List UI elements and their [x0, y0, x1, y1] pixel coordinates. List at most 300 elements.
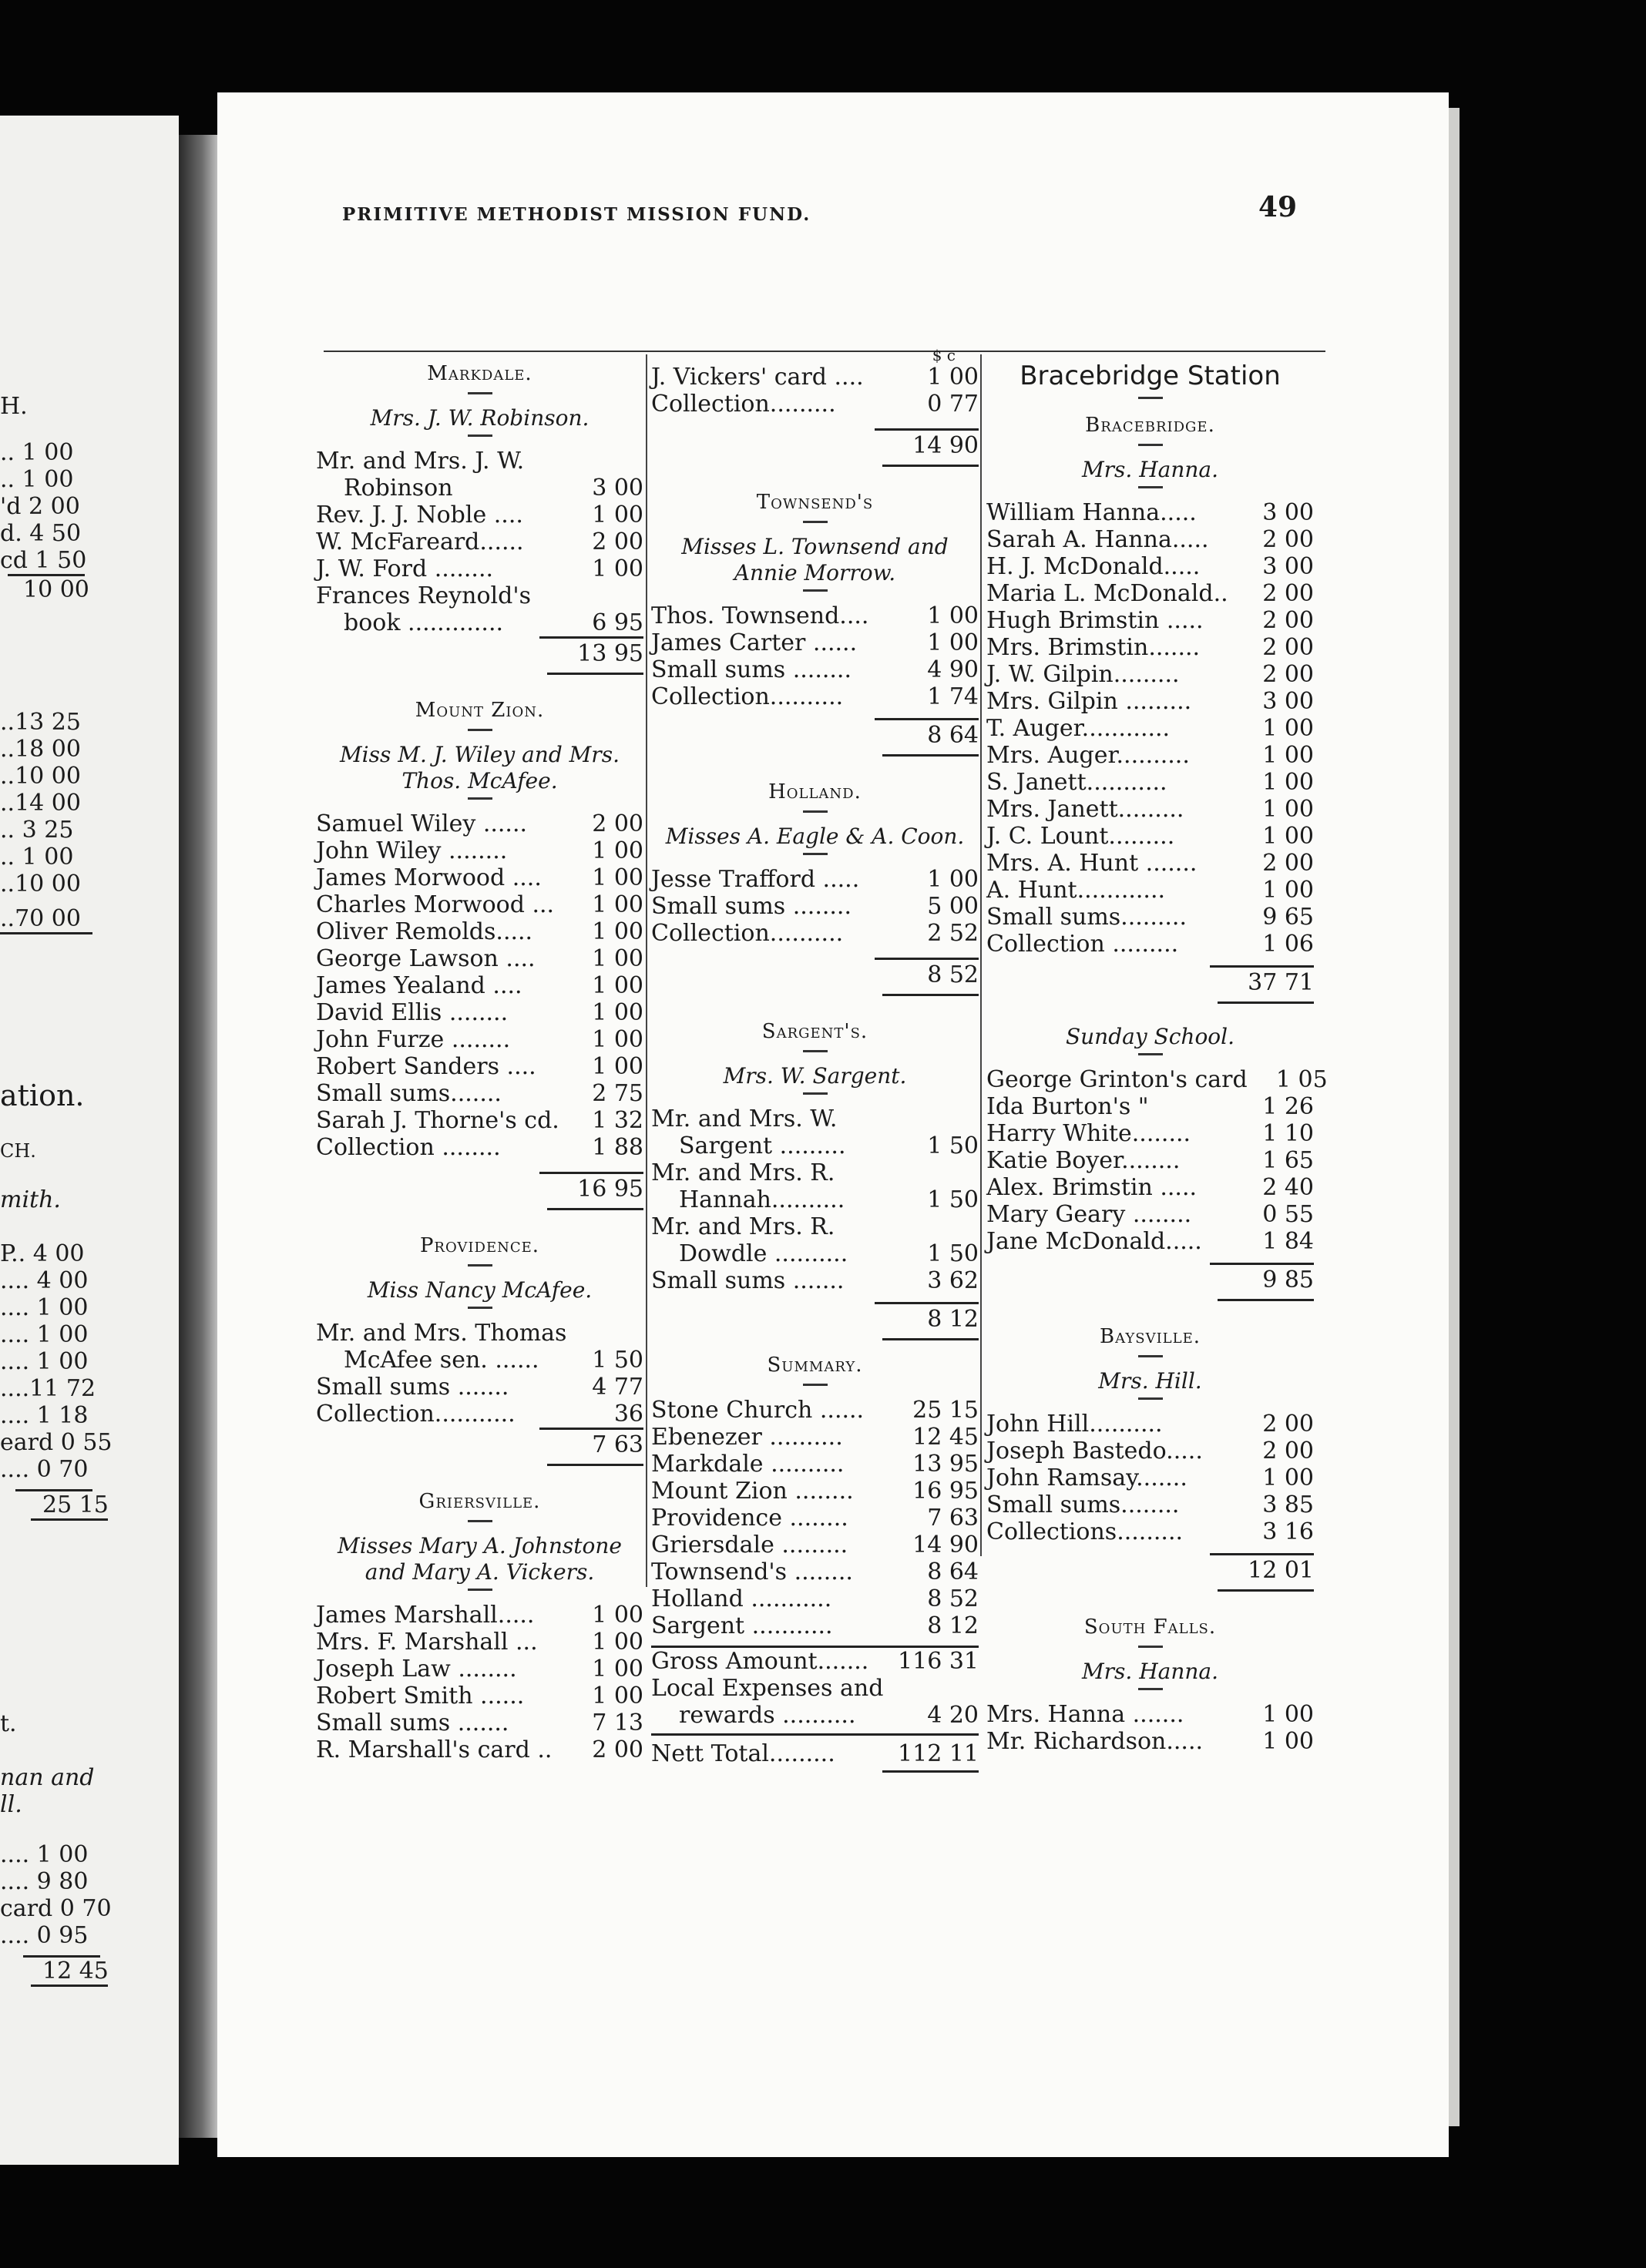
- left-value: .. 3 25: [0, 817, 74, 844]
- donor-name: David Ellis ........: [316, 999, 509, 1026]
- donor-amount: 1 65: [1262, 1147, 1314, 1174]
- total-amount: 8 64: [927, 722, 979, 749]
- list-item: [651, 1451, 979, 1478]
- page-edge: [1449, 108, 1460, 2126]
- list-item: [316, 475, 643, 502]
- list-item: [316, 837, 643, 864]
- local-label: Local Expenses and: [651, 1675, 884, 1702]
- donor-name: Harry White........: [986, 1120, 1191, 1147]
- list-item: [316, 1347, 643, 1374]
- donor-amount: 2 00: [1262, 634, 1314, 661]
- divider: [468, 1589, 492, 1591]
- list-item: [651, 1240, 979, 1267]
- donor-name: S. Janett...........: [986, 769, 1167, 796]
- list-item: [316, 999, 643, 1026]
- section-total: [875, 718, 979, 751]
- donor-name: Frances Reynold's: [316, 582, 531, 609]
- donor-name: Rev. J. J. Noble ....: [316, 502, 523, 528]
- section-title-sunday-school: Sunday School.: [1065, 1024, 1235, 1049]
- divider: [882, 1338, 979, 1345]
- divider: [803, 1384, 828, 1386]
- donor-amount: 0 55: [1262, 1201, 1314, 1228]
- list-item: [986, 1093, 1314, 1120]
- list-item: [651, 1532, 979, 1558]
- left-values-c: [0, 1240, 179, 1521]
- list-item: [986, 1728, 1314, 1755]
- donor-name: Mr. and Mrs. J. W.: [316, 448, 525, 475]
- section-title-sargents: Sargent's.: [761, 1020, 868, 1043]
- left-value: cd 1 50: [0, 547, 87, 574]
- place-amount: 16 95: [912, 1478, 979, 1505]
- left-value: 'd 2 00: [0, 493, 80, 520]
- donor-amount: 36: [613, 1401, 643, 1428]
- donor-amount: 1 00: [1262, 1728, 1314, 1755]
- donor-amount: 1 00: [592, 999, 643, 1026]
- section-title-baysville: Baysville.: [1099, 1325, 1201, 1348]
- entries-mount-zion: [316, 810, 643, 1161]
- entries-griersville: [316, 1602, 643, 1763]
- left-value: d. 4 50: [0, 520, 82, 547]
- donor-amount: 1 00: [927, 629, 979, 656]
- list-item: [986, 1066, 1328, 1093]
- donor-name: Mr. and Mrs. W.: [651, 1105, 838, 1132]
- donor-amount: 3 85: [1262, 1491, 1314, 1518]
- section-title-bracebridge: Bracebridge.: [1085, 414, 1215, 437]
- donor-name: Small sums .......: [316, 1374, 509, 1401]
- donor-amount: 1 32: [592, 1107, 643, 1134]
- donor-name: Mr. and Mrs. R.: [651, 1159, 835, 1186]
- gross-label: Gross Amount.......: [651, 1648, 869, 1675]
- left-total: 10 00: [23, 576, 89, 603]
- column-rule: [980, 354, 982, 1556]
- donor-amount: 1 00: [1262, 769, 1314, 796]
- donor-name: Oliver Remolds.....: [316, 918, 533, 945]
- donor-amount: 0 77: [927, 391, 979, 418]
- section-total: [1210, 1263, 1314, 1296]
- list-item: [316, 1320, 643, 1347]
- list-item: [316, 972, 643, 999]
- list-item: [316, 555, 643, 582]
- left-heading-fragment: H.: [0, 393, 28, 420]
- list-item: [651, 1558, 979, 1585]
- donor-name: Alex. Brimstin .....: [986, 1174, 1198, 1201]
- divider: [803, 810, 828, 813]
- list-item: [651, 629, 979, 656]
- total-amount: 16 95: [577, 1176, 643, 1203]
- donor-name: Samuel Wiley ......: [316, 810, 528, 837]
- list-item: [316, 1683, 643, 1709]
- place-amount: 13 95: [912, 1451, 979, 1478]
- donor-name: Small sums ........: [651, 656, 852, 683]
- list-item: [651, 1132, 979, 1159]
- donor-name: Robert Sanders ....: [316, 1053, 536, 1080]
- collector-mount-zion: Thos. McAfee.: [401, 768, 558, 793]
- list-item: [986, 1701, 1314, 1728]
- list-item: [651, 1585, 979, 1612]
- section-total: [1210, 1553, 1314, 1586]
- local-expenses-row: [651, 1675, 979, 1702]
- entries-providence: [316, 1320, 643, 1428]
- donor-name: George Grinton's card: [986, 1066, 1248, 1093]
- divider: [547, 1208, 643, 1215]
- column-2: [651, 347, 979, 1777]
- donor-amount: 1 00: [1262, 823, 1314, 850]
- donor-name: Robert Smith ......: [316, 1683, 525, 1709]
- donor-name: Collection..........: [651, 683, 844, 710]
- total-amount: 37 71: [1248, 969, 1314, 996]
- divider: [803, 853, 828, 855]
- place-name: Sargent ...........: [651, 1612, 833, 1639]
- left-page: [0, 116, 179, 2165]
- donor-amount: 1 05: [1275, 1066, 1328, 1093]
- place-name: Griersdale .........: [651, 1532, 848, 1558]
- divider: [547, 673, 643, 679]
- collector-griersville: Misses Mary A. Johnstone: [338, 1533, 622, 1558]
- place-name: Providence ........: [651, 1505, 848, 1532]
- donor-amount: 1 00: [1262, 1464, 1314, 1491]
- place-name: Mount Zion ........: [651, 1478, 854, 1505]
- list-item: [986, 1201, 1314, 1228]
- donor-name: James Morwood ....: [316, 864, 542, 891]
- left-value: .... 4 00: [0, 1267, 89, 1294]
- donor-amount: 1 00: [592, 891, 643, 918]
- donor-name: J. W. Ford ........: [316, 555, 494, 582]
- donor-name: Small sums.........: [986, 904, 1187, 931]
- donor-name: Small sums.......: [316, 1080, 502, 1107]
- collector-mount-zion: Miss M. J. Wiley and Mrs.: [340, 742, 620, 767]
- left-value: .... 0 95: [0, 1922, 89, 1949]
- donor-amount: 1 00: [592, 502, 643, 528]
- donor-amount: 1 26: [1262, 1093, 1314, 1120]
- donor-amount: 1 06: [1262, 931, 1314, 958]
- total-amount: 14 90: [912, 432, 979, 459]
- section-title-griersville: Griersville.: [418, 1490, 541, 1513]
- list-item: [651, 866, 979, 893]
- total-amount: 13 95: [577, 640, 643, 667]
- donor-amount: 1 00: [592, 1629, 643, 1656]
- donor-name: Ida Burton's ": [986, 1093, 1149, 1120]
- divider: [468, 729, 492, 731]
- collector-markdale: Mrs. J. W. Robinson.: [370, 405, 590, 431]
- divider: [803, 589, 828, 592]
- list-item: [986, 526, 1314, 553]
- place-amount: 8 52: [927, 1585, 979, 1612]
- donor-amount: 7 13: [592, 1709, 643, 1736]
- left-value: .... 1 00: [0, 1294, 89, 1321]
- place-amount: 8 64: [927, 1558, 979, 1585]
- place-name: Markdale ..........: [651, 1451, 845, 1478]
- place-amount: 12 45: [912, 1424, 979, 1451]
- divider: [547, 1464, 643, 1471]
- donor-amount: 3 00: [1262, 688, 1314, 715]
- divider: [882, 754, 979, 761]
- donor-amount: 2 00: [592, 1736, 643, 1763]
- section-total: [539, 1428, 643, 1461]
- donor-name: Mary Geary ........: [986, 1201, 1192, 1228]
- donor-amount: 2 00: [1262, 661, 1314, 688]
- list-item: [651, 364, 979, 391]
- section-total: [875, 428, 979, 461]
- divider: [468, 1307, 492, 1309]
- donor-amount: 1 00: [592, 1053, 643, 1080]
- donor-name: Mrs. A. Hunt .......: [986, 850, 1198, 877]
- donor-name: W. McFareard......: [316, 528, 524, 555]
- list-item: [316, 1629, 643, 1656]
- left-values-d: [0, 1841, 179, 1987]
- donor-amount: 1 50: [927, 1132, 979, 1159]
- list-item: [316, 810, 643, 837]
- donor-amount: [899, 1213, 979, 1240]
- left-value: .. 1 00: [0, 439, 74, 466]
- donor-amount: 1 00: [592, 864, 643, 891]
- list-item: [986, 499, 1314, 526]
- donor-amount: 1 00: [592, 1026, 643, 1053]
- donor-name: book .............: [344, 609, 504, 636]
- donor-name: Small sums .......: [651, 1267, 845, 1294]
- list-item: [986, 1438, 1314, 1464]
- list-item: [651, 683, 979, 710]
- list-item: [316, 1374, 643, 1401]
- donor-amount: 1 00: [1262, 796, 1314, 823]
- section-title-townsends: Townsend's: [756, 491, 874, 514]
- section-title-holland: Holland.: [768, 780, 862, 804]
- left-value: .. 1 00: [0, 466, 74, 493]
- page-number: 49: [1258, 191, 1298, 223]
- list-item: [986, 553, 1314, 580]
- donor-name: John Ramsay.......: [986, 1464, 1187, 1491]
- left-value: card 0 70: [0, 1895, 112, 1922]
- list-item: [651, 920, 979, 947]
- left-church-fragment: CH.: [0, 1140, 36, 1162]
- list-item: [651, 1397, 979, 1424]
- place-amount: 14 90: [912, 1532, 979, 1558]
- donor-name: Collection .........: [986, 931, 1179, 958]
- left-value: ..14 00: [0, 790, 81, 817]
- donor-name: Dowdle ..........: [679, 1240, 848, 1267]
- donor-name: Collection.........: [651, 391, 836, 418]
- donor-name: Thos. Townsend....: [651, 602, 869, 629]
- donor-amount: 4 90: [927, 656, 979, 683]
- local-label: rewards ..........: [679, 1702, 856, 1729]
- donor-amount: 1 00: [592, 555, 643, 582]
- left-total: ..70 00: [0, 905, 81, 932]
- divider: [882, 1770, 979, 1777]
- donor-name: Joseph Law ........: [316, 1656, 517, 1683]
- donor-name: John Hill..........: [986, 1411, 1163, 1438]
- list-item: [651, 1186, 979, 1213]
- list-item: [986, 634, 1314, 661]
- collector-townsends: Misses L. Townsend and: [681, 534, 949, 559]
- column-rule: [646, 354, 647, 1587]
- donor-amount: 1 74: [927, 683, 979, 710]
- list-item: [986, 823, 1314, 850]
- donor-name: Sargent .........: [679, 1132, 846, 1159]
- donor-name: Collection..........: [651, 920, 844, 947]
- list-item: [316, 1656, 643, 1683]
- list-item: [651, 602, 979, 629]
- list-item: [651, 1213, 979, 1240]
- donor-name: Mrs. Auger..........: [986, 742, 1190, 769]
- left-value: .... 1 00: [0, 1841, 89, 1868]
- list-item: [651, 1505, 979, 1532]
- list-item: [316, 1080, 643, 1107]
- left-value: .. 1 00: [0, 844, 74, 871]
- donor-name: Collection ........: [316, 1134, 501, 1161]
- donor-amount: 9 65: [1262, 904, 1314, 931]
- left-frag-nan: nan and: [0, 1764, 95, 1791]
- donor-amount: 1 88: [592, 1134, 643, 1161]
- donor-name: Sarah J. Thorne's cd.: [316, 1107, 559, 1134]
- donor-amount: 3 00: [1262, 499, 1314, 526]
- donor-name: Hugh Brimstin .....: [986, 607, 1204, 634]
- book-gutter: [179, 135, 217, 2138]
- collector-providence: Miss Nancy McAfee.: [367, 1277, 593, 1303]
- divider: [1218, 1589, 1314, 1596]
- donor-name: Mr. Richardson.....: [986, 1728, 1204, 1755]
- donor-name: H. J. McDonald.....: [986, 553, 1201, 580]
- collector-baysville: Mrs. Hill.: [1098, 1368, 1202, 1394]
- list-item: [986, 580, 1314, 607]
- donor-amount: 1 10: [1262, 1120, 1314, 1147]
- list-item: [651, 1612, 979, 1639]
- donor-name: John Furze ........: [316, 1026, 511, 1053]
- section-title-markdale: Markdale.: [427, 362, 532, 385]
- list-item: [986, 607, 1314, 634]
- donor-amount: 1 00: [927, 866, 979, 893]
- list-item: [651, 1105, 979, 1132]
- left-value: P.. 4 00: [0, 1240, 85, 1267]
- donor-name: Maria L. McDonald..: [986, 580, 1228, 607]
- donor-name: R. Marshall's card ..: [316, 1736, 553, 1763]
- donor-name: James Carter ......: [651, 629, 858, 656]
- collector-griersville: and Mary A. Vickers.: [364, 1559, 595, 1585]
- section-title-mount-zion: Mount Zion.: [415, 699, 545, 722]
- list-item: [986, 742, 1314, 769]
- list-item: [316, 1026, 643, 1053]
- divider: [1138, 1688, 1163, 1690]
- donor-amount: 1 00: [592, 945, 643, 972]
- donor-amount: [566, 1320, 647, 1347]
- list-item: [316, 502, 643, 528]
- list-item: [316, 528, 643, 555]
- divider: [803, 521, 828, 523]
- list-item: [316, 1107, 643, 1134]
- donor-name: Collection...........: [316, 1401, 516, 1428]
- place-name: Stone Church ......: [651, 1397, 865, 1424]
- list-item: [651, 656, 979, 683]
- donor-amount: 1 50: [592, 1347, 643, 1374]
- list-item: [986, 1120, 1314, 1147]
- total-amount: 8 52: [927, 961, 979, 988]
- list-item: [986, 877, 1314, 904]
- left-value: ..10 00: [0, 763, 81, 790]
- divider: [1138, 444, 1163, 446]
- list-item: [986, 715, 1314, 742]
- list-item: [651, 391, 979, 418]
- donor-name: Mrs. F. Marshall ...: [316, 1629, 538, 1656]
- donor-amount: 2 00: [592, 810, 643, 837]
- list-item: [986, 1464, 1314, 1491]
- left-values-b: [0, 709, 179, 934]
- donor-amount: 1 00: [592, 1656, 643, 1683]
- donor-name: Mrs. Brimstin.......: [986, 634, 1201, 661]
- donor-amount: 3 62: [927, 1267, 979, 1294]
- left-frag-ll: ll.: [0, 1791, 22, 1818]
- currency-header: $ c: [932, 346, 956, 364]
- list-item: [986, 1147, 1314, 1174]
- donor-amount: 2 00: [1262, 1411, 1314, 1438]
- donor-name: A. Hunt............: [986, 877, 1166, 904]
- left-frag-t: t.: [0, 1710, 17, 1737]
- donor-name: McAfee sen. ......: [344, 1347, 539, 1374]
- running-head: PRIMITIVE METHODIST MISSION FUND.: [342, 204, 811, 225]
- donor-amount: 1 00: [592, 972, 643, 999]
- list-item: [986, 661, 1314, 688]
- nett-value: 112 11: [898, 1740, 979, 1767]
- total-amount: 12 01: [1248, 1557, 1314, 1584]
- left-total: 25 15: [42, 1491, 109, 1518]
- donor-amount: 1 00: [1262, 742, 1314, 769]
- donor-amount: [563, 582, 643, 609]
- donor-name: John Wiley ........: [316, 837, 508, 864]
- list-item: [316, 1709, 643, 1736]
- entries-markdale: [316, 448, 643, 636]
- list-item: [651, 1267, 979, 1294]
- section-total: [875, 958, 979, 991]
- divider: [1138, 1397, 1163, 1400]
- divider: [1138, 1053, 1163, 1055]
- divider: [1218, 1299, 1314, 1306]
- list-item: [316, 1736, 643, 1763]
- list-item: [316, 918, 643, 945]
- local-expenses-row: [651, 1702, 979, 1729]
- total-amount: 7 63: [592, 1431, 643, 1458]
- divider: [468, 1520, 492, 1522]
- column-3: [986, 358, 1328, 1755]
- donor-amount: 1 00: [927, 364, 979, 391]
- donor-name: J. C. Lount.........: [986, 823, 1175, 850]
- donor-amount: [563, 448, 643, 475]
- list-item: [986, 904, 1314, 931]
- donor-amount: 2 00: [1262, 1438, 1314, 1464]
- gross-value: 116 31: [898, 1648, 979, 1675]
- donor-name: Charles Morwood ...: [316, 891, 555, 918]
- donor-amount: 2 75: [592, 1080, 643, 1107]
- gross-amount-row: [651, 1648, 979, 1675]
- left-value: ....11 72: [0, 1375, 96, 1402]
- donor-amount: [899, 1105, 979, 1132]
- list-item: [986, 1411, 1314, 1438]
- divider: [882, 465, 979, 471]
- left-value: .... 9 80: [0, 1868, 89, 1895]
- list-item: [651, 1478, 979, 1505]
- donor-amount: 2 52: [927, 920, 979, 947]
- donor-amount: 1 00: [1262, 877, 1314, 904]
- left-value: .... 1 18: [0, 1402, 89, 1429]
- donor-name: Sarah A. Hanna.....: [986, 526, 1209, 553]
- place-amount: 8 12: [927, 1612, 979, 1639]
- donor-amount: 1 00: [1262, 715, 1314, 742]
- section-title-providence: Providence.: [419, 1234, 540, 1257]
- list-item: [316, 1602, 643, 1629]
- donor-amount: 2 00: [1262, 580, 1314, 607]
- total-amount: 8 12: [927, 1306, 979, 1333]
- divider: [468, 392, 492, 394]
- list-item: [986, 931, 1314, 958]
- left-station-fragment: ation.: [0, 1079, 85, 1112]
- donor-name: William Hanna.....: [986, 499, 1197, 526]
- list-item: [986, 688, 1314, 715]
